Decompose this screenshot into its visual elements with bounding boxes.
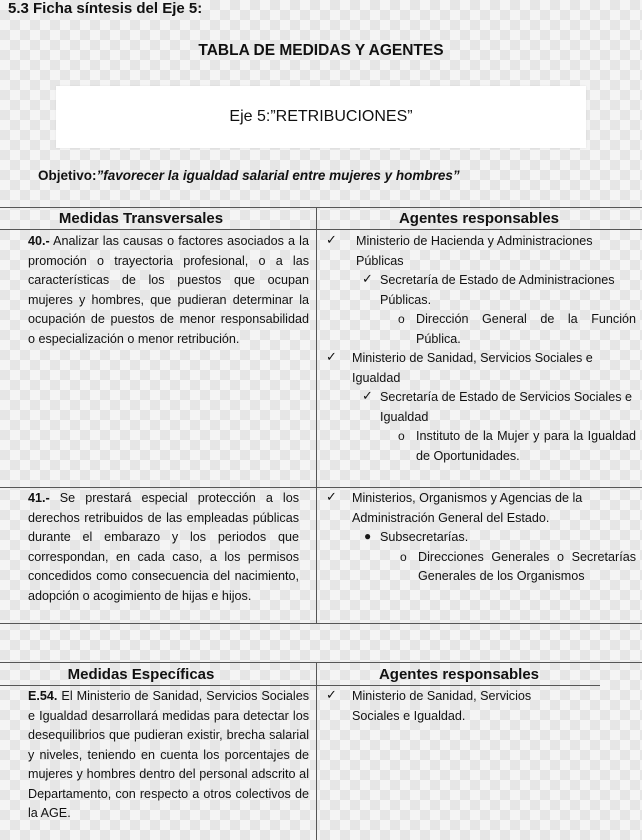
agent-item <box>322 548 636 587</box>
table2-top-border <box>0 662 642 663</box>
agent-text: Secretaría de Estado de Servicios Sociales e Igualdad <box>380 390 633 424</box>
specific-measures-header: Medidas Específicas <box>67 666 215 683</box>
agent-text: Ministerios, Organismos y Agencias de la Administración General del Estado. <box>352 491 583 525</box>
table1-top-border <box>0 207 642 208</box>
objective-label: Objetivo: <box>38 168 97 183</box>
table1-column-divider <box>316 207 317 624</box>
agent-text: Ministerio de Hacienda y Administraciones Públicas <box>356 234 593 268</box>
circle-bullet-icon: o <box>398 429 405 443</box>
table2-header-border <box>0 685 600 686</box>
specific-agents-header: Agentes responsables <box>378 666 540 683</box>
check-icon: ✓ <box>326 232 337 247</box>
check-icon: ✓ <box>326 349 337 364</box>
agent-text: Ministerio de Sanidad, Servicios Sociales e Igualdad <box>352 351 593 385</box>
objective-text: ”favorecer la igualdad salarial entre mujeres y hombres” <box>96 168 460 183</box>
measure-e54-id: E.54. <box>28 689 58 703</box>
agents-40 <box>322 232 636 466</box>
agent-text: Dirección General de la Función Pública. <box>416 312 636 346</box>
agent-item <box>322 528 636 548</box>
check-icon: ✓ <box>326 489 337 504</box>
check-icon: ✓ <box>362 388 373 403</box>
circle-bullet-icon: o <box>400 549 407 564</box>
measure-41 <box>28 489 299 606</box>
transversal-measures-header: Medidas Transversales <box>58 210 224 227</box>
table1-row-border <box>0 487 642 488</box>
agents-e54 <box>322 687 572 726</box>
section-heading: 5.3 Ficha síntesis del Eje 5: <box>8 0 203 17</box>
measure-41-text: Se prestará especial protección a los derechos retribuidos de las empleadas públicas durante el embarazo y los periodos que correspondan, en cada caso, a los permisos concedidos como consecuencia del nacimiento, adopción o acogimiento de hijas e hijos. <box>28 491 299 603</box>
agents-41 <box>322 489 636 587</box>
agent-text: Subsecretarías. <box>380 530 469 544</box>
agent-item <box>322 349 636 388</box>
agent-item <box>322 388 636 427</box>
measure-e54 <box>28 687 309 824</box>
agent-item <box>322 271 636 310</box>
document-title: TABLA DE MEDIDAS Y AGENTES <box>198 42 444 59</box>
table1-header-border <box>0 229 642 230</box>
agent-item <box>322 427 636 466</box>
dot-bullet-icon: ● <box>364 529 372 543</box>
agent-text: Ministerio de Sanidad, Servicios Sociales e Igualdad. <box>352 689 532 723</box>
measure-40 <box>28 232 309 349</box>
check-icon: ✓ <box>362 271 373 286</box>
measure-e54-text: El Ministerio de Sanidad, Servicios Sociales e Igualdad desarrollará medidas para detectar los desequilibrios que pudieran existir, brecha salarial y niveles, teniendo en cuenta los porcentajes de mujeres y hombres dentro del personal adscrito al Departamento, con respecto a otros colectivos de la AGE. <box>28 689 309 820</box>
measure-40-text: Analizar las causas o factores asociados a la promoción o trayectoria profesional, o a las características de los puestos que ocupan mujeres y hombres, que pudieran determinar la ocupación de puestos de menor responsabilidad o especialización o menor retribución. <box>28 234 309 346</box>
agent-text: Secretaría de Estado de Administraciones Públicas. <box>380 273 615 307</box>
table1-bottom-border <box>0 623 642 624</box>
transversal-agents-header: Agentes responsables <box>398 210 560 227</box>
circle-bullet-icon: o <box>398 312 405 326</box>
eje-title: Eje 5:”RETRIBUCIONES” <box>229 108 413 125</box>
agent-text: Instituto de la Mujer y para la Igualdad de Oportunidades. <box>416 429 636 463</box>
agent-item <box>322 232 636 271</box>
agent-text: Direcciones Generales o Secretarías Generales de los Organismos <box>418 549 636 583</box>
eje-box <box>56 86 586 148</box>
measure-40-id: 40.- <box>28 234 50 248</box>
measure-41-id: 41.- <box>28 491 50 505</box>
agent-item <box>322 310 636 349</box>
check-icon: ✓ <box>326 687 337 702</box>
agent-item <box>322 489 636 528</box>
agent-item <box>322 687 572 726</box>
table2-column-divider <box>316 662 317 840</box>
objective <box>38 168 460 183</box>
